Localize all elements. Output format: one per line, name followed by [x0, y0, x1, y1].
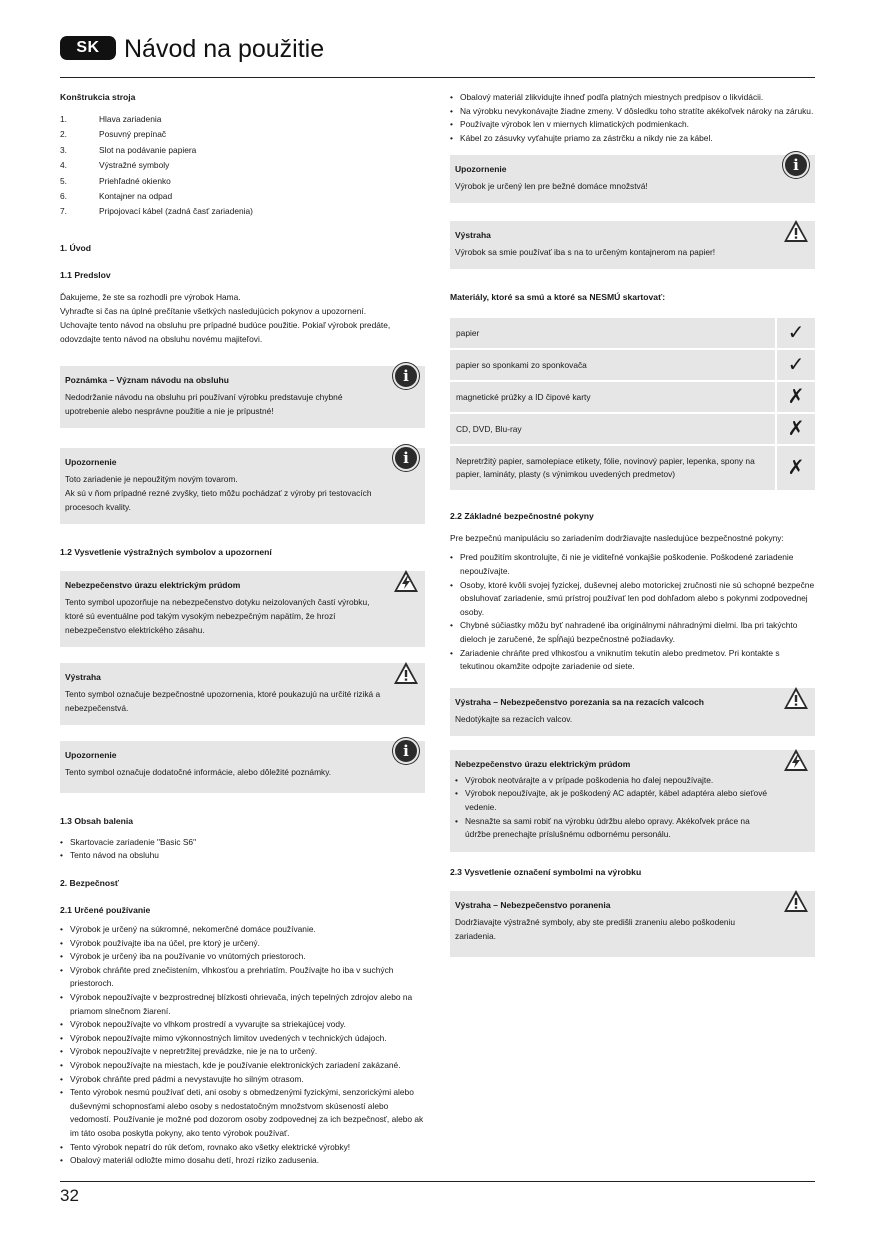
electric-hazard-box: Nebezpečenstvo úrazu elektrickým prúdom • Výrobok neotvárajte a v prípade poškodenia ho ďalej nepoužívajte. • Výrobok nepoužívajte, ak je poškodený AC adaptér, kábel adaptéra alebo sieťové vedenie. • Nesnažte sa sami robiť na výrobku údržbu alebo opravy. Akékoľvek práce na údržbe prenechajte príslušnému odbornému personálu. — [450, 750, 815, 852]
table-row: papier ✓ — [450, 318, 815, 348]
page-header — [60, 34, 815, 78]
list-item: 1. Hlava zariadenia — [60, 114, 162, 124]
info-icon: i — [393, 363, 419, 389]
electric-warning-icon — [393, 568, 419, 594]
list-item: 5. Priehľadné okienko — [60, 175, 171, 186]
section-heading-uvod: 1. Úvod — [60, 242, 92, 253]
cross-icon: ✗ — [775, 446, 815, 490]
list-item: • Pred použitím skontrolujte, či nie je viditeľné vonkajšie poškodenie. Poškodené zariadenie nepoužívajte. — [450, 551, 815, 578]
list-item: • Nesnažte sa sami robiť na výrobku údržbu alebo opravy. Akékoľvek práce na údržbe prenechajte príslušnému odbornému personálu. — [455, 815, 775, 842]
section-heading-zakladne: 2.2 Základné bezpečnostné pokyny — [450, 511, 594, 522]
notice-box: i Upozornenie Toto zariadenie je nepoužitým novým tovarom. Ak sú v ňom prípadné rezné zvyšky, tieto môžu pochádzať z výroby pri testovacích procesoch kvality. — [60, 448, 425, 524]
info-icon: i — [393, 445, 419, 471]
electric-hazard-box: Nebezpečenstvo úrazu elektrickým prúdom Tento symbol upozorňuje na nebezpečenstvo dotyku neizolovaných častí výrobku, ktoré sú eventuálne pod takým vysokým nebezpečným napätím, že hrozí nebezpečenstvo elektrického zásahu. — [60, 571, 425, 647]
safety-continued-list — [450, 91, 815, 145]
notice-box: i Upozornenie Výrobok je určený len pre bežné domáce množstvá! — [450, 155, 815, 203]
electric-warning-icon — [783, 747, 809, 773]
warning-icon — [783, 218, 809, 244]
section-heading-konstrukcia: Konštrukcia stroja — [60, 92, 136, 102]
cross-icon: ✗ — [775, 382, 815, 412]
list-item: • Výrobok nepoužívajte v bezprostrednej blízkosti ohrievača, iných tepelných zdrojov alebo na priamom slnečnom žiarení. — [60, 991, 425, 1018]
list-item: • Výrobok nepoužívajte vo vlhkom prostredí a vyvarujte sa striekajúcej vody. — [60, 1018, 425, 1032]
zakladne-intro: Pre bezpečnú manipuláciu so zariadením dodržiavajte nasledujúce bezpečnostné pokyny: — [450, 533, 784, 544]
intended-use-list — [60, 923, 425, 1168]
info-icon: i — [393, 738, 419, 764]
list-item: • Na výrobku nevykonávajte žiadne zmeny. V dôsledku toho stratíte akékoľvek nároky na záruku. — [450, 105, 815, 119]
list-item: 7. Pripojovací kábel (zadná časť zariadenia) — [60, 206, 253, 217]
note-box: i Poznámka – Význam návodu na obsluhu Nedodržanie návodu na obsluhu pri používaní výrobku predstavuje chybné upotrebenie alebo nesprávne použitie a nie je prípustné! — [60, 366, 425, 428]
section-heading-symboly: 1.2 Vysvetlenie výstražných symbolov a upozornení — [60, 546, 272, 557]
section-heading-obsah: 1.3 Obsah balenia — [60, 815, 134, 826]
section-heading-oznacenie: 2.3 Vysvetlenie označení symbolmi na výrobku — [450, 866, 642, 877]
cross-icon: ✗ — [775, 414, 815, 444]
notice-box-2: i Upozornenie Tento symbol označuje dodatočné informácie, alebo dôležité poznámky. — [60, 741, 425, 793]
table-row: Nepretržitý papier, samolepiace etikety, fólie, novinový papier, lepenka, spony na papier, lamináty, plasty (s výnimkou uvedených predmetov) ✗ — [450, 446, 815, 490]
warning-icon — [783, 685, 809, 711]
warning-box: Výstraha Tento symbol označuje bezpečnostné upozornenia, ktoré poukazujú na určité riziká a nebezpečenstvá. — [60, 663, 425, 725]
list-item: • Zariadenie chráňte pred vlhkosťou a vniknutím tekutín alebo predmetov. Pri kontakte s tekutinou okamžite odpojte zariadenie od siete. — [450, 647, 815, 674]
list-item: • Výrobok je určený na súkromné, nekomerčné domáce používanie. — [60, 923, 425, 937]
list-item: • Obalový materiál odložte mimo dosahu detí, hrozí riziko zadusenia. — [60, 1154, 425, 1168]
materials-table — [450, 316, 815, 492]
list-item: • Kábel zo zásuvky vyťahujte priamo za zástrčku a nikdy nie za kábel. — [450, 132, 815, 146]
package-contents-list — [60, 836, 425, 863]
warning-box: Výstraha Výrobok sa smie používať iba s na to určeným kontajnerom na papier! — [450, 221, 815, 269]
list-item: • Tento návod na obsluhu — [60, 849, 425, 863]
section-heading-bezpecnost: 2. Bezpečnosť — [60, 878, 120, 889]
list-item: 3. Slot na podávanie papiera — [60, 144, 197, 155]
right-column — [450, 91, 815, 957]
warning-icon — [783, 888, 809, 914]
check-icon: ✓ — [775, 350, 815, 380]
list-item: • Tento výrobok nepatrí do rúk deťom, rovnako ako všetky elektrické výrobky! — [60, 1141, 425, 1155]
table-row: magnetické prúžky a ID čipové karty ✗ — [450, 382, 815, 412]
section-heading-urcene: 2.1 Určené používanie — [60, 905, 151, 916]
list-item: • Výrobok používajte iba na účel, pre ktorý je určený. — [60, 937, 425, 951]
list-item: 2. Posuvný prepínač — [60, 129, 167, 140]
list-item: • Používajte výrobok len v miernych klimatických podmienkach. — [450, 118, 815, 132]
list-item: • Výrobok chráňte pred pádmi a nevystavujte ho silným otrasom. — [60, 1073, 425, 1087]
list-item: • Osoby, ktoré kvôli svojej fyzickej, duševnej alebo motorickej zručnosti nie sú schopné bezpečne obsluhovať zariadenie, smú prístroj používať len pod dohľadom alebo s pokynmi zodpovednej osoby. — [450, 579, 815, 620]
list-item: • Výrobok nepoužívajte, ak je poškodený AC adaptér, kábel adaptéra alebo sieťové vedenie. — [455, 787, 775, 814]
list-item: • Skartovacie zariadenie "Basic S6" — [60, 836, 425, 850]
list-item: 4. Výstražné symboly — [60, 160, 170, 171]
table-row: papier so sponkami zo sponkovača ✓ — [450, 350, 815, 380]
check-icon: ✓ — [775, 318, 815, 348]
list-item: • Výrobok nepoužívajte mimo výkonnostných limitov uvedených v technických údajoch. — [60, 1032, 425, 1046]
section-heading-materialy: Materiály, ktoré sa smú a ktoré sa NESMÚ skartovať: — [450, 292, 666, 303]
list-item: • Výrobok je určený iba na používanie vo vnútorných priestoroch. — [60, 950, 425, 964]
predslov-text: Ďakujeme, že ste sa rozhodli pre výrobok Hama. Vyhraďte si čas na úplné prečítanie všetkých nasledujúcich pokynov a upozornení. Uchovajte tento návod na obsluhu pre prípadné budúce použitie. Pokiaľ výrobok predáte, odovzdajte tento návod na obsluhu novému majiteľovi. — [60, 291, 391, 344]
list-item: • Výrobok neotvárajte a v prípade poškodenia ho ďalej nepoužívajte. — [455, 774, 775, 788]
list-item: • Obalový materiál zlikvidujte ihneď podľa platných miestnych predpisov o likvidácii. — [450, 91, 815, 105]
list-item: 6. Kontajner na odpad — [60, 191, 173, 202]
list-item: • Výrobok nepoužívajte na miestach, kde je používanie elektronických zariadení zakázané. — [60, 1059, 425, 1073]
language-badge: SK — [60, 36, 116, 60]
info-icon: i — [783, 152, 809, 178]
list-item: • Výrobok nepoužívajte v nepretržitej prevádzke, nie je na to určený. — [60, 1045, 425, 1059]
warning-icon — [393, 660, 419, 686]
section-heading-predslov: 1.1 Predslov — [60, 269, 111, 280]
injury-warning-box: Výstraha – Nebezpečenstvo poranenia Dodržiavajte výstražné symboly, aby ste predišli zraneniu alebo poškodeniu zariadenia. — [450, 891, 815, 957]
list-item: • Výrobok chráňte pred znečistením, vlhkosťou a prehriatím. Používajte ho iba v suchých priestoroch. — [60, 964, 425, 991]
left-column — [60, 91, 425, 1168]
page-number: 32 — [60, 1186, 79, 1205]
page-title: Návod na použitie — [124, 35, 325, 63]
basic-safety-list — [450, 551, 815, 673]
list-item: • Chybné súčiastky môžu byť nahradené iba originálnymi náhradnými dielmi. Iba pri takýchto dieloch je zaručené, že spĺňajú bezpečnostné požiadavky. — [450, 619, 815, 646]
table-row: CD, DVD, Blu-ray ✗ — [450, 414, 815, 444]
cutting-hazard-box: Výstraha – Nebezpečenstvo porezania sa na rezacích valcoch Nedotýkajte sa rezacích valcov. — [450, 688, 815, 736]
page-footer — [60, 1181, 815, 1205]
parts-list — [60, 112, 425, 220]
list-item: • Tento výrobok nesmú používať deti, ani osoby s obmedzenými fyzickými, senzorickými alebo duševnými schopnosťami alebo osoby s nedostatočným množstvom skúseností alebo vedomostí. Používanie je možné pod dozorom osoby zodpovednej za ich bezpečnosť, alebo ak im táto osoba poskytla pokyny, ako tento výrobok používať. — [60, 1086, 425, 1140]
